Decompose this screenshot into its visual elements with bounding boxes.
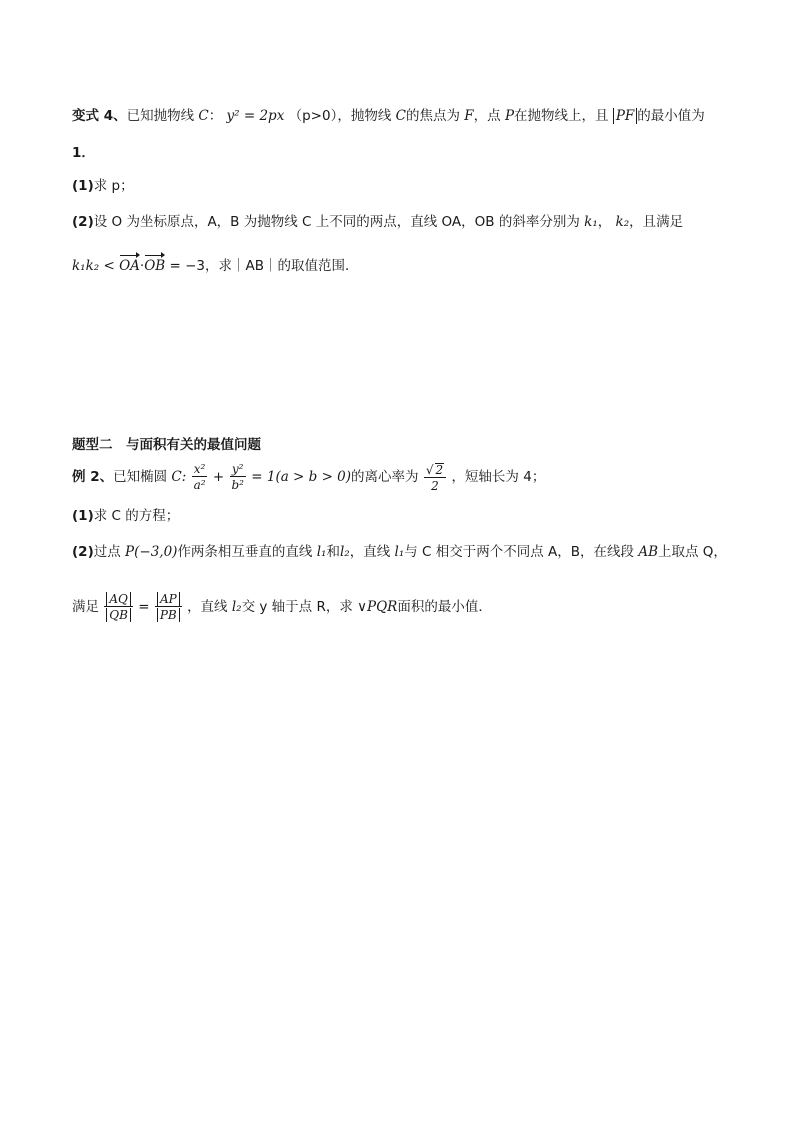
point-p: P(−3,0)	[125, 544, 178, 560]
variant4-question1: (1)求 p；	[72, 178, 134, 194]
example2-question2-cont: 满足 $\frac{AQ}{QB}$ = $\frac{AP}{PB}$ ，直线 l₂交 y 轴于点 R，求 ∨PQR面积的最小值．	[72, 592, 492, 622]
triangle-pqr: ∨PQR	[357, 599, 398, 615]
example2-question1: (1)求 C 的方程；	[72, 508, 180, 524]
variant4-statement: 变式 4、已知抛物线 C： y² = 2px （p>0），抛物线 C的焦点为 F，点 P在抛物线上，且 PF 的最小值为	[72, 108, 705, 124]
eccentricity-fraction: $\frac{√ 2}{2}$	[424, 463, 446, 492]
pf-distance: PF	[613, 108, 637, 124]
parabola-equation: y² = 2px	[226, 108, 285, 124]
slope-k2: k₂	[615, 214, 630, 230]
section-title: 题型二 与面积有关的最值问题	[72, 437, 261, 453]
variant4-question2: (2)设 O 为坐标原点，A，B 为抛物线 C 上不同的两点，直线 OA，OB 的斜率分别为 k₁， k₂，且满足	[72, 214, 684, 230]
slope-k1: k₁	[584, 214, 598, 230]
variant4-condition: k₁k₂ < OA·OB = −3，求｜AB｜的取值范围．	[72, 258, 359, 274]
ratio-ap-pb: $\frac{AP}{PB}$	[155, 593, 182, 621]
fraction-x2-a2: $\frac{\text{x²}}{\text{a²}}$	[193, 462, 206, 492]
variant4-heading: 变式 4、	[72, 108, 127, 124]
example2-statement: 例 2、已知椭圆 C: $\frac{\text{x²}}{\text{a²}}$ + $\frac{\text{y²}}{\text{b²}}$ = 1(a > b > 0)的离心率为 $\frac{√ 2}{2}$ ，短轴长为 4；	[72, 462, 546, 493]
example2-question2: (2)过点 P(−3,0)作两条相互垂直的直线 l₁和l₂，直线 l₁与 C 相交于两个不同点 A，B，在线段 AB上取点 Q，	[72, 544, 727, 560]
vector-oa: OA	[119, 258, 140, 274]
fraction-y2-b2: $\frac{\text{y²}}{\text{b²}}$	[231, 462, 244, 492]
vector-ob: OB	[144, 258, 166, 274]
example2-heading: 例 2、	[72, 469, 114, 485]
variant4-min-value: 1．	[72, 145, 95, 161]
ratio-aq-qb: $\frac{AQ}{QB}$	[104, 593, 133, 621]
